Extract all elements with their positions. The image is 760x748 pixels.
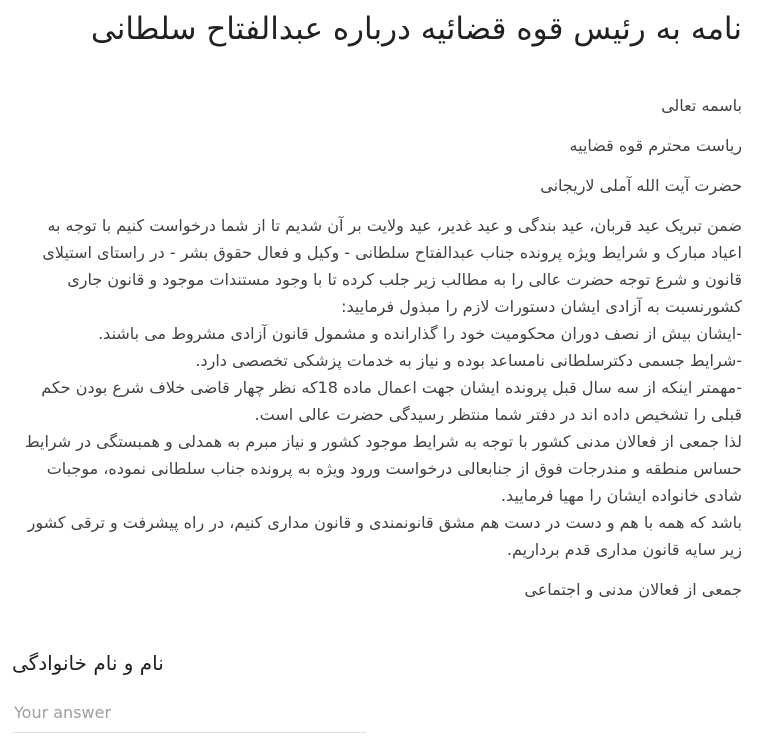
- description-line-basmeh: باسمه تعالی: [661, 96, 742, 115]
- question-block: [12, 651, 742, 733]
- description-line-riasat: ریاست محترم قوه قضاییه: [569, 136, 742, 155]
- answer-field: [12, 699, 742, 733]
- description-item-1: -ایشان بیش از نصف دوران محکومیت خود را گذارانده و مشمول قانون آزادی مشروط می باشند.: [98, 324, 742, 343]
- description-line-hazrat: حضرت آیت الله آملی لاریجانی: [540, 176, 742, 195]
- question-label: نام و نام خانوادگی: [12, 651, 164, 675]
- description-paragraph-request: لذا جمعی از فعالان مدنی کشور با توجه به شرایط موجود کشور و نیاز مبرم به همدلی و همبستگی در شرایط حساس منطقه و مندرجات فوق از جنابعالی درخواست ورود ویژه به پرونده جناب سلطانی نموده، موجبات شادی خانواده ایشان را مهیا فرمایید.: [24, 432, 742, 505]
- form-description: [12, 92, 742, 603]
- form-title: نامه به رئیس قوه قضائیه درباره عبدالفتاح سلطانی: [90, 11, 742, 47]
- description-paragraph-intro: ضمن تبریک عید قربان، عید بندگی و عید غدیر، عید ولایت بر آن شدیم تا از شما درخواست کنیم با توجه به اعیاد مبارک و شرایط ویژه پرونده جناب عبدالفتاح سلطانی - وکیل و فعال حقوق بشر - در راستای استیلای قانون و شرع توجه حضرت عالی را به مطالب زیر جلب کرده تا با وجود مستندات موجود و قانون جاری کشورنسبت به آزادی ایشان دستورات لازم را مبذول فرمایید:: [42, 216, 742, 316]
- description-item-2: -شرایط جسمی دکترسلطانی نامساعد بوده و نیاز به خدمات پزشکی تخصصی دارد.: [195, 351, 742, 370]
- answer-input[interactable]: [12, 699, 366, 733]
- description-signature: جمعی از فعالان مدنی و اجتماعی: [524, 580, 742, 599]
- description-item-3: -مهمتر اینکه از سه سال قبل پرونده ایشان جهت اعمال ماده 18که نظر چهار قاضی خلاف شرع بودن حکم قبلی را تشخیص داده اند در دفتر شما منتظر رسیدگی حضرت عالی است.: [41, 378, 742, 424]
- description-paragraph-closing: باشد که همه با هم و دست در دست هم مشق قانونمندی و قانون مداری کنیم، در راه پیشرفت و ترقی کشور زیر سایه قانون مداری قدم برداریم.: [27, 513, 742, 559]
